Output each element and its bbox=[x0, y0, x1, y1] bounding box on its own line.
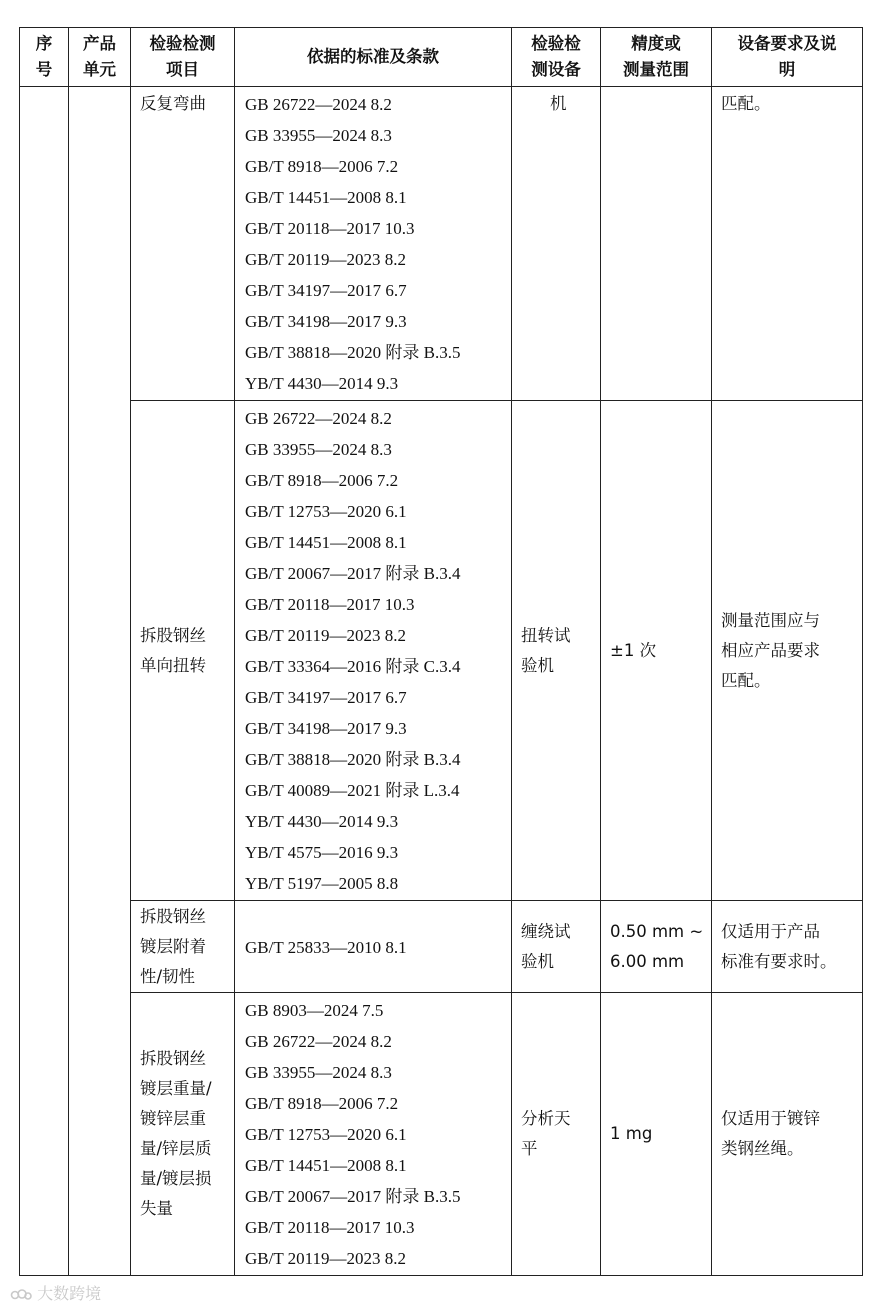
equipment-cell: 机 bbox=[512, 87, 601, 401]
standards-table bbox=[19, 27, 863, 1276]
col-header-product-unit: 产品 单元 bbox=[69, 28, 131, 87]
range-cell: 0.50 mm ~ 6.00 mm bbox=[601, 901, 712, 993]
standard-clause: GB/T 38818—2020 附录 B.3.4 bbox=[245, 750, 461, 769]
standard-clause: YB/T 4430—2014 9.3 bbox=[245, 374, 399, 393]
test-item-cell: 拆股钢丝 镀层附着 性/韧性 bbox=[131, 901, 235, 993]
seq-cell bbox=[20, 87, 69, 1276]
standards-cell bbox=[235, 993, 512, 1276]
test-item-cell: 拆股钢丝 单向扭转 bbox=[131, 401, 235, 901]
standards-cell bbox=[235, 901, 512, 993]
range-cell: 1 mg bbox=[601, 993, 712, 1276]
standard-clause: GB 26722—2024 8.2 bbox=[245, 409, 392, 428]
standard-clause: GB/T 8918—2006 7.2 bbox=[245, 1094, 399, 1113]
standard-clause: GB/T 20119—2023 8.2 bbox=[245, 1249, 407, 1268]
standard-clause: GB/T 34197—2017 6.7 bbox=[245, 281, 407, 300]
table-row bbox=[20, 87, 863, 401]
test-item-cell: 拆股钢丝 镀层重量/ 镀锌层重 量/锌层质 量/镀层损 失量 bbox=[131, 993, 235, 1276]
standard-clause: GB 26722—2024 8.2 bbox=[245, 95, 392, 114]
range-cell bbox=[601, 87, 712, 401]
standard-clause: GB/T 14451—2008 8.1 bbox=[245, 188, 407, 207]
standard-clause: YB/T 4575—2016 9.3 bbox=[245, 843, 399, 862]
col-header-standards: 依据的标准及条款 bbox=[235, 28, 512, 87]
standards-list bbox=[245, 87, 511, 400]
standard-clause: GB/T 12753—2020 6.1 bbox=[245, 502, 407, 521]
standard-clause: GB 33955—2024 8.3 bbox=[245, 1063, 392, 1082]
col-header-test-item: 检验检测 项目 bbox=[131, 28, 235, 87]
standard-clause: GB/T 33364—2016 附录 C.3.4 bbox=[245, 657, 461, 676]
standard-clause: GB/T 20119—2023 8.2 bbox=[245, 626, 407, 645]
col-header-requirements: 设备要求及说 明 bbox=[712, 28, 863, 87]
table-row bbox=[20, 901, 863, 993]
equipment-cell: 分析天 平 bbox=[512, 993, 601, 1276]
standards-list bbox=[245, 930, 511, 964]
standards-list bbox=[245, 993, 511, 1275]
standard-clause: GB/T 20067—2017 附录 B.3.4 bbox=[245, 564, 461, 583]
note-cell: 仅适用于产品 标准有要求时。 bbox=[712, 901, 863, 993]
standard-clause: GB 33955—2024 8.3 bbox=[245, 440, 392, 459]
brand-logo-icon bbox=[10, 1287, 32, 1303]
standard-clause: GB/T 14451—2008 8.1 bbox=[245, 533, 407, 552]
standard-clause: GB 26722—2024 8.2 bbox=[245, 1032, 392, 1051]
col-header-equipment: 检验检 测设备 bbox=[512, 28, 601, 87]
note-cell: 仅适用于镀锌 类钢丝绳。 bbox=[712, 993, 863, 1276]
standard-clause: GB/T 20067—2017 附录 B.3.5 bbox=[245, 1187, 461, 1206]
standards-cell bbox=[235, 401, 512, 901]
equipment-cell: 缠绕试 验机 bbox=[512, 901, 601, 993]
col-header-precision-range: 精度或 测量范围 bbox=[601, 28, 712, 87]
note-cell: 匹配。 bbox=[712, 87, 863, 401]
standards-cell bbox=[235, 87, 512, 401]
standard-clause: GB/T 20118—2017 10.3 bbox=[245, 1218, 415, 1237]
product-unit-cell bbox=[69, 87, 131, 1276]
header-row bbox=[20, 28, 863, 87]
note-cell: 测量范围应与 相应产品要求 匹配。 bbox=[712, 401, 863, 901]
test-item-cell: 反复弯曲 bbox=[131, 87, 235, 401]
standard-clause: YB/T 4430—2014 9.3 bbox=[245, 812, 399, 831]
standard-clause: GB/T 38818—2020 附录 B.3.5 bbox=[245, 343, 461, 362]
table-row bbox=[20, 401, 863, 901]
standard-clause: GB 33955—2024 8.3 bbox=[245, 126, 392, 145]
standard-clause: GB/T 20118—2017 10.3 bbox=[245, 219, 415, 238]
table-row bbox=[20, 993, 863, 1276]
standard-clause: GB 8903—2024 7.5 bbox=[245, 1001, 384, 1020]
standard-clause: GB/T 12753—2020 6.1 bbox=[245, 1125, 407, 1144]
standard-clause: GB/T 20119—2023 8.2 bbox=[245, 250, 407, 269]
standard-clause: GB/T 20118—2017 10.3 bbox=[245, 595, 415, 614]
watermark-text: 大数跨境 bbox=[37, 1284, 102, 1303]
standard-clause: GB/T 40089—2021 附录 L.3.4 bbox=[245, 781, 460, 800]
range-cell: ±1 次 bbox=[601, 401, 712, 901]
equipment-cell: 扭转试 验机 bbox=[512, 401, 601, 901]
standard-clause: YB/T 5197—2005 8.8 bbox=[245, 874, 399, 893]
standard-clause: GB/T 14451—2008 8.1 bbox=[245, 1156, 407, 1175]
watermark bbox=[10, 1281, 101, 1304]
standard-clause: GB/T 25833—2010 8.1 bbox=[245, 937, 407, 957]
standard-clause: GB/T 8918—2006 7.2 bbox=[245, 471, 399, 490]
standard-clause: GB/T 34197—2017 6.7 bbox=[245, 688, 407, 707]
standard-clause: GB/T 34198—2017 9.3 bbox=[245, 719, 407, 738]
standard-clause: GB/T 8918—2006 7.2 bbox=[245, 157, 399, 176]
col-header-seq: 序 号 bbox=[20, 28, 69, 87]
standard-clause: GB/T 34198—2017 9.3 bbox=[245, 312, 407, 331]
standards-list bbox=[245, 401, 511, 900]
